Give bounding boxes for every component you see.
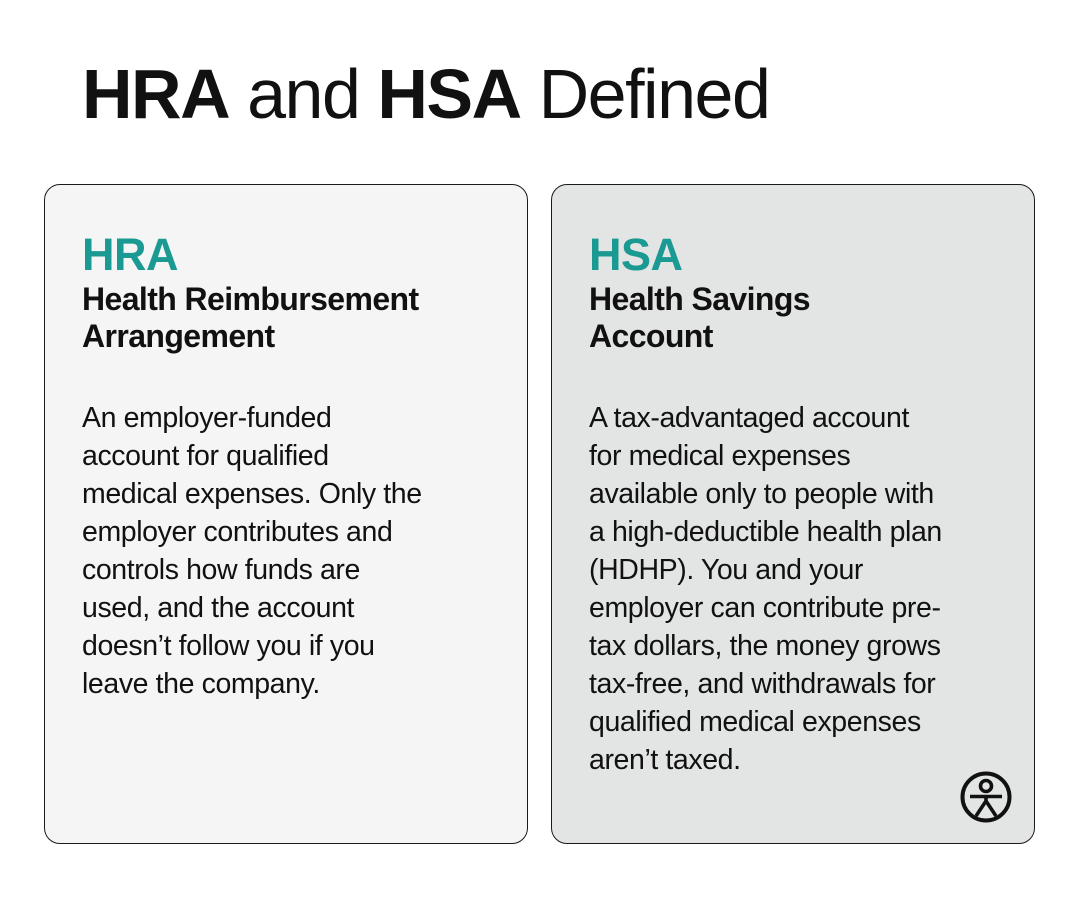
hsa-card: [551, 184, 1035, 844]
hra-card: [44, 184, 528, 844]
hra-full-name: Health Reimbursement Arrangement: [82, 281, 419, 354]
hsa-description: A tax-advantaged account for medical expenses available only to people with a high-deductible health plan (HDHP). You and your employer can contribute pre- tax dollars, the money grows tax-free, and withdrawals for qualified medical expenses aren’t taxed.: [589, 402, 942, 776]
title-defined: Defined: [520, 55, 770, 133]
hra-description: An employer-funded account for qualified medical expenses. Only the employer contributes and controls how funds are used, and the account doesn’t follow you if you leave the company.: [82, 402, 422, 700]
title-hsa: HSA: [377, 55, 521, 133]
hsa-full-name: Health Savings Account: [589, 281, 811, 354]
person-in-circle-icon: [960, 771, 1012, 823]
hra-abbreviation: HRA: [82, 229, 178, 280]
title-and: and: [229, 55, 378, 133]
title-hra: HRA: [82, 55, 230, 133]
page-title: [82, 52, 769, 136]
hsa-abbreviation: HSA: [589, 229, 683, 280]
